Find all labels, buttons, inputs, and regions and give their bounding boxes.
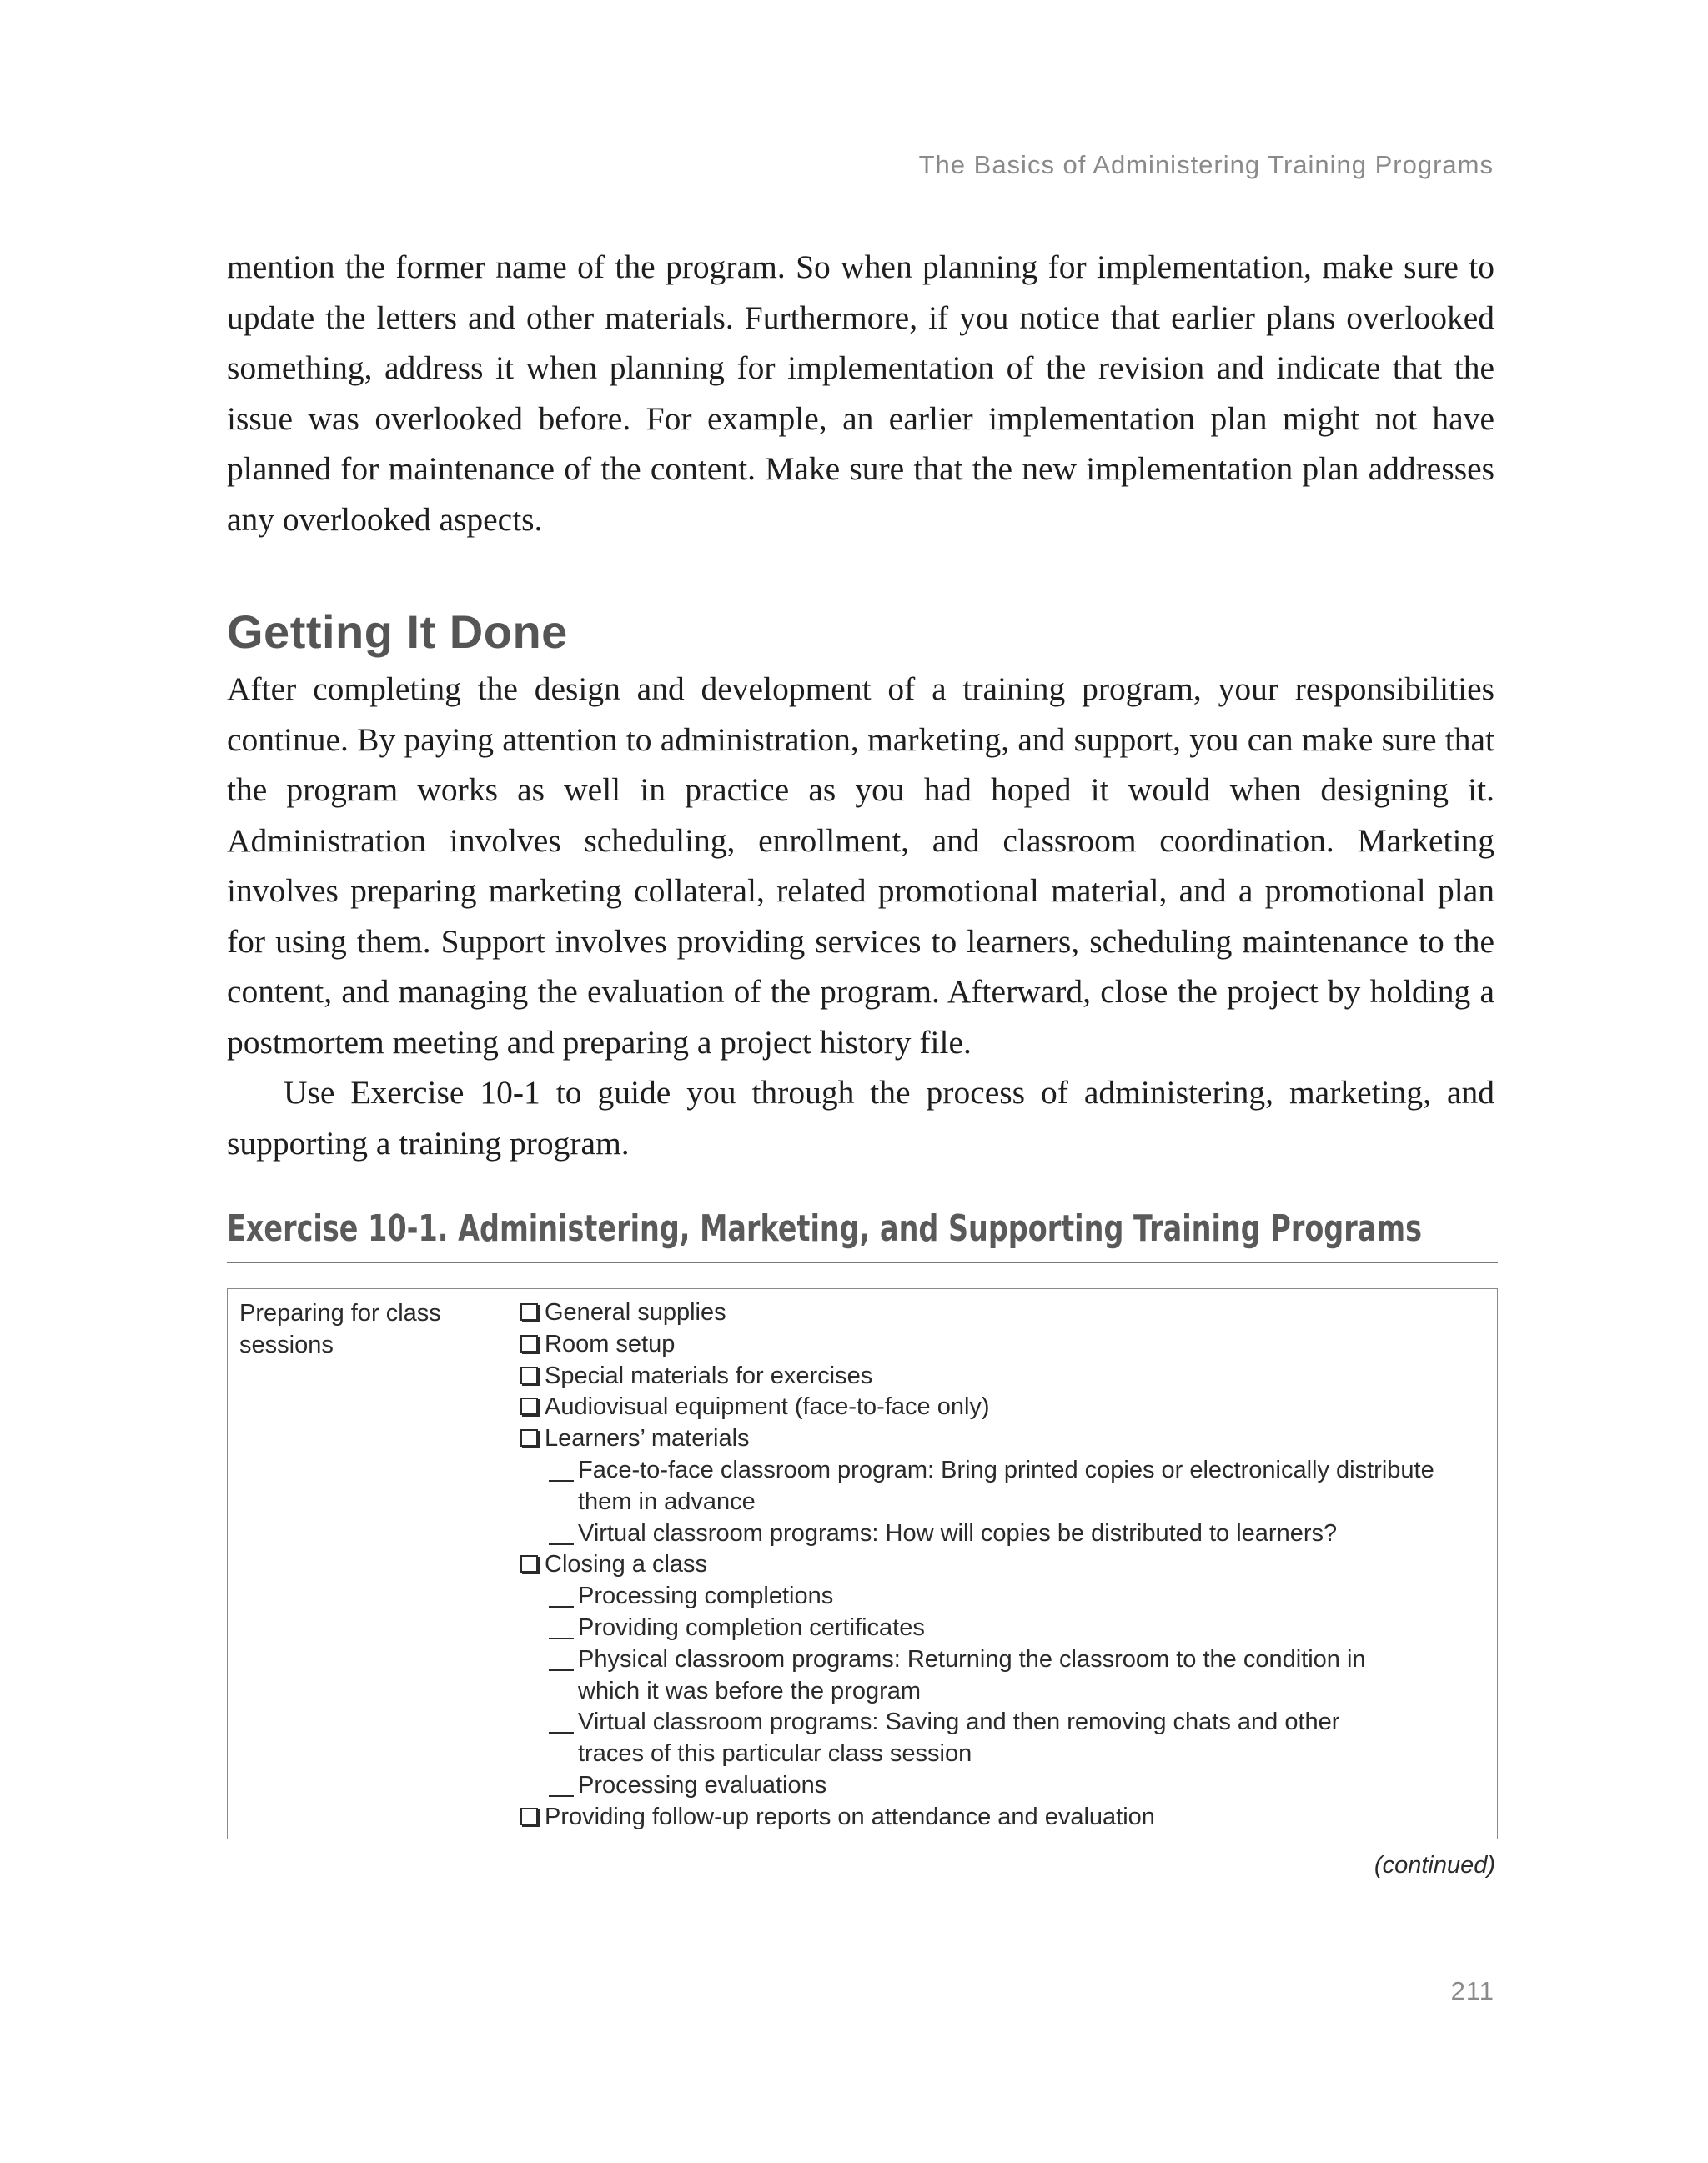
running-head: The Basics of Administering Training Programs (918, 150, 1494, 179)
checklist-subitem: Providing completion certificates (520, 1613, 1485, 1644)
blank-line-icon (549, 1606, 574, 1608)
blank-line-icon (549, 1543, 574, 1545)
section-heading: Getting It Done (227, 605, 568, 658)
blank-line-icon (549, 1669, 574, 1671)
getting-it-done-section (227, 664, 1494, 1168)
checklist-item: Room setup (520, 1329, 1485, 1361)
checkbox-icon (520, 1398, 538, 1415)
checklist-subitem: Physical classroom programs: Returning the classroom to the condition in which it was before the program (520, 1644, 1391, 1708)
exercise-title-rule (227, 1262, 1498, 1263)
blank-line-icon (549, 1732, 574, 1734)
checklist-item: Learners’ materials (520, 1423, 1485, 1455)
checkbox-icon (520, 1367, 538, 1384)
checkbox-icon (520, 1555, 538, 1573)
page-number: 211 (1450, 1976, 1494, 2005)
body-paragraph: After completing the design and development of a training program, your responsibilities continue. By paying attention to administration, marketing, and support, you can make sure that the program works as well in practice as you had hoped it would when designing it. Administration involves scheduling, enrollment, and classroom coordination. Marketing involves preparing marketing collateral, related promotional material, and a promotional plan for using them. Support involves providing services to learners, scheduling maintenance to the content, and managing the evaluation of the program. Afterward, close the project by holding a postmortem meeting and preparing a project history file. (227, 670, 1494, 1061)
table-row (228, 1289, 1498, 1839)
checklist-subitem: Face-to-face classroom program: Bring printed copies or electronically distribute them in advance (520, 1455, 1466, 1518)
body-paragraph-exercise-intro: Use Exercise 10-1 to guide you through the process of administering, marketing, and supporting a training program. (227, 1074, 1494, 1162)
continued-note: (continued) (1374, 1852, 1495, 1879)
checkbox-icon (520, 1429, 538, 1447)
row-label: Preparing for class sessions (228, 1289, 470, 1839)
checklist-item: Audiovisual equipment (face-to-face only) (520, 1392, 1485, 1423)
checklist-item: Special materials for exercises (520, 1361, 1485, 1393)
blank-line-icon (549, 1480, 574, 1482)
checklist-subitem: Processing evaluations (520, 1770, 1485, 1802)
checkbox-icon (520, 1808, 538, 1825)
exercise-table (227, 1288, 1498, 1839)
checklist-item: Closing a class (520, 1549, 1485, 1581)
checklist-item: General supplies (520, 1297, 1485, 1329)
checklist-subitem: Virtual classroom programs: How will copies be distributed to learners? (520, 1518, 1485, 1550)
checklist-item: Providing follow-up reports on attendance and evaluation (520, 1802, 1485, 1834)
checklist-subitem: Processing completions (520, 1581, 1485, 1613)
blank-line-icon (549, 1638, 574, 1639)
exercise-title: Exercise 10-1. Administering, Marketing, and Supporting Training Programs (227, 1207, 1423, 1250)
intro-paragraph: mention the former name of the program. So when planning for implementation, make sure to update the letters and other materials. Furthermore, if you notice that earlier plans overlooked something, address it when planning for implementation of the revision and indicate that the issue was overlooked before. For example, an earlier implementation plan might not have planned for maintenance of the content. Make sure that the new implementation plan addresses any overlooked aspects. (227, 248, 1494, 538)
checkbox-icon (520, 1303, 538, 1321)
checklist-subitem: Virtual classroom programs: Saving and then removing chats and other traces of this particular class session (520, 1707, 1349, 1770)
blank-line-icon (549, 1795, 574, 1797)
checkbox-icon (520, 1335, 538, 1353)
checklist (470, 1289, 1498, 1839)
intro-section (227, 242, 1494, 545)
